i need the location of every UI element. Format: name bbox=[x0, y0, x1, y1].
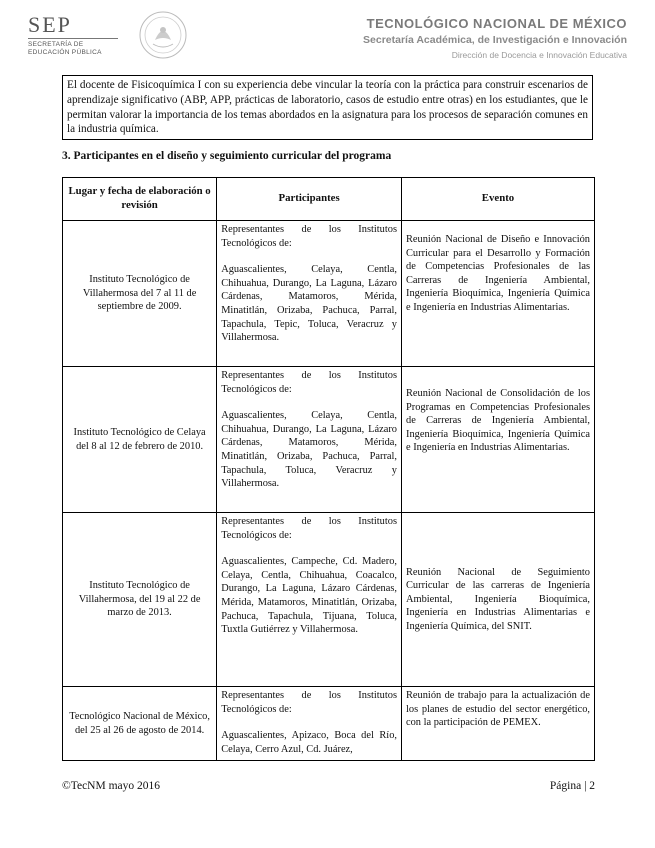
cell-event bbox=[402, 221, 595, 367]
participants-list: Aguascalientes, Apizaco, Boca del Río, Celaya, Cerro Azul, Cd. Juárez, bbox=[221, 730, 397, 755]
intro-paragraph: El docente de Fisicoquímica I con su experiencia debe vincular la teoría con la práctica para construir escenarios de aprendizaje significativo (ABP, APP, prácticas de laboratorio, casos de estudio entre otras) en los estudiantes, que le permitan valorar la importancia de los temas abordados en la asignatura para los procesos de separación comunes en la industria química. bbox=[62, 75, 593, 140]
institution-title: TECNOLÓGICO NACIONAL DE MÉXICO bbox=[366, 16, 627, 31]
institution-subtitle: Secretaría Académica, de Investigación e Innovación bbox=[363, 34, 627, 46]
sep-logo-text: SEP bbox=[28, 12, 72, 37]
cell-event bbox=[402, 513, 595, 687]
participants-list: Aguascalientes, Campeche, Cd. Madero, Celaya, Centla, Chihuahua, Coacalco, Durango, La Laguna, Lázaro Cárdenas, Mérida, Matamoros, Minatitlán, Orizaba, Pachuca, Tapachula, Tijuana, Toluca, Tuxtla Gutiérrez y Villahermosa. bbox=[221, 556, 397, 636]
cell-event bbox=[402, 367, 595, 513]
cell-place: Instituto Tecnológico de Villahermosa, del 19 al 22 de marzo de 2013. bbox=[63, 513, 217, 687]
footer-copyright: ©TecNM mayo 2016 bbox=[62, 780, 160, 792]
table-row bbox=[63, 687, 595, 761]
sep-logo bbox=[28, 14, 128, 57]
cell-place: Tecnológico Nacional de México, del 25 al 26 de agosto de 2014. bbox=[63, 687, 217, 761]
event-text: Reunión Nacional de Diseño e Innovación Curricular para el Desarrollo y Formación de Competencias Profesionales de las Carreras de Ingeniería Ambiental, Ingeniería Bioquímica, Ingeniería Química e Ingeniería en Industrias Alimentarias. bbox=[406, 234, 590, 313]
table-row bbox=[63, 367, 595, 513]
sep-logo-subtitle-1: SECRETARÍA DE bbox=[28, 41, 84, 48]
institution-department: Dirección de Docencia e Innovación Educativa bbox=[451, 50, 627, 60]
participants-list: Aguascalientes, Celaya, Centla, Chihuahua, Durango, La Laguna, Lázaro Cárdenas, Matamoros, Mérida, Minatitlán, Orizaba, Pachuca, Parral, Tapachula, Tepic, Toluca, Veracruz y Villahermosa. bbox=[221, 264, 397, 344]
sep-logo-rule bbox=[28, 38, 118, 39]
page-header bbox=[0, 0, 655, 72]
participants-list: Aguascalientes, Celaya, Centla, Chihuahua, Durango, La Laguna, Lázaro Cárdenas, Matamoros, Mérida, Minatitlán, Orizaba, Pachuca, Parral, Tapachula, Toluca, Veracruz y Villahermosa. bbox=[221, 410, 397, 490]
table-row bbox=[63, 513, 595, 687]
header-event: Evento bbox=[402, 178, 595, 221]
participants-intro: Representantes de los Institutos Tecnológicos de: bbox=[221, 516, 397, 541]
participants-intro: Representantes de los Institutos Tecnológicos de: bbox=[221, 690, 397, 715]
cell-participants bbox=[217, 221, 402, 367]
event-text: Reunión Nacional de Consolidación de los Programas en Competencias Profesionales de Carreras de Ingeniería Ambiental, Ingeniería Bioquímica, Ingeniería Química e Ingeniería en Industrias Alimentarias. bbox=[406, 388, 590, 454]
event-text: Reunión de trabajo para la actualización de los planes de estudio del sector energético, con la participación de PEMEX. bbox=[406, 690, 590, 729]
participants-intro: Representantes de los Institutos Tecnológicos de: bbox=[221, 370, 397, 395]
table-header-row bbox=[63, 178, 595, 221]
cell-place: Instituto Tecnológico de Celaya del 8 al 12 de febrero de 2010. bbox=[63, 367, 217, 513]
participants-table bbox=[62, 177, 595, 761]
cell-participants bbox=[217, 687, 402, 761]
cell-participants bbox=[217, 513, 402, 687]
table-row bbox=[63, 221, 595, 367]
cell-place: Instituto Tecnológico de Villahermosa del 7 al 11 de septiembre de 2009. bbox=[63, 221, 217, 367]
cell-participants bbox=[217, 367, 402, 513]
header-participants: Participantes bbox=[217, 178, 402, 221]
mexico-seal-icon bbox=[138, 10, 188, 60]
header-place: Lugar y fecha de elaboración o revisión bbox=[63, 178, 217, 221]
sep-logo-subtitle-2: EDUCACIÓN PÚBLICA bbox=[28, 49, 102, 56]
cell-event bbox=[402, 687, 595, 761]
event-text: Reunión Nacional de Seguimiento Curricular de las carreras de Ingeniería Ambiental, Ingeniería Bioquímica, Ingeniería en Industrias Alimentarias e Ingeniería Química, del SNIT. bbox=[406, 566, 590, 632]
section-title: 3. Participantes en el diseño y seguimiento curricular del programa bbox=[62, 150, 392, 162]
footer-page-number: Página | 2 bbox=[549, 780, 595, 792]
participants-intro: Representantes de los Institutos Tecnológicos de: bbox=[221, 224, 397, 249]
